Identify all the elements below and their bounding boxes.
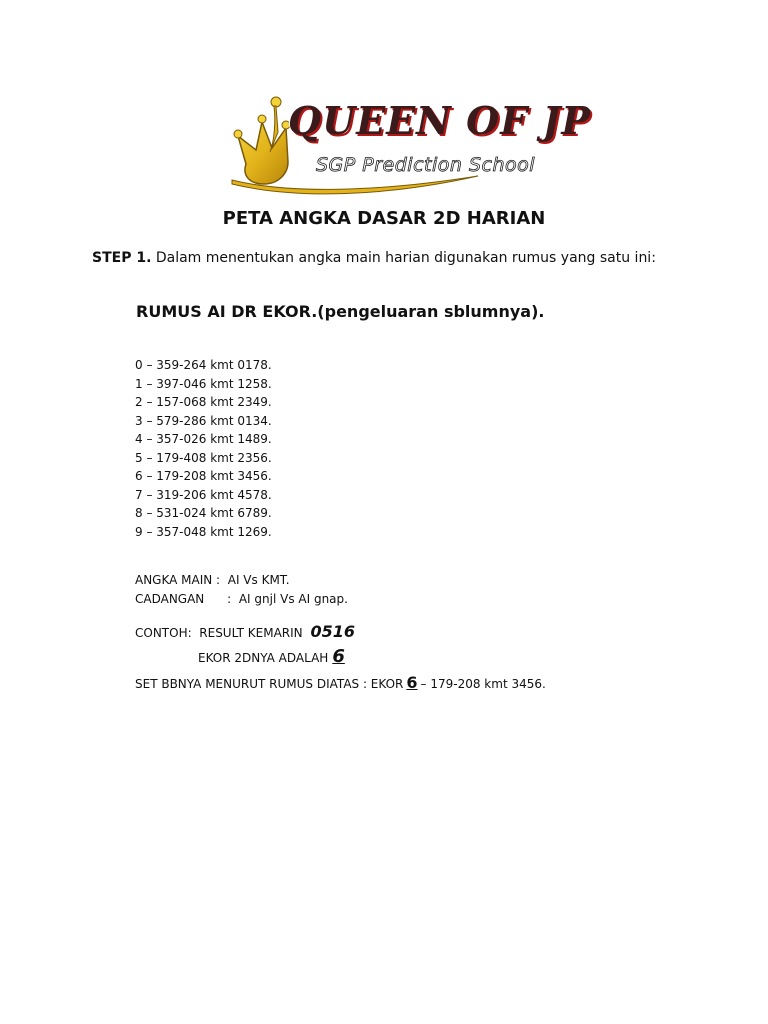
formula-item: 7 – 319-206 kmt 4578. <box>135 487 272 502</box>
document-title: PETA ANGKA DASAR 2D HARIAN <box>222 208 546 229</box>
formula-item: 6 – 179-208 kmt 3456. <box>135 469 272 483</box>
queen-of-jp-logo <box>228 92 591 202</box>
ekor-label: EKOR 2DNYA ADALAH <box>198 651 329 665</box>
rumus-heading: RUMUS AI DR EKOR.(pengeluaran sblumnya). <box>136 302 545 321</box>
formula-item: 9 – 357-048 kmt 1269. <box>135 524 272 539</box>
ekor-digit: 6 <box>332 646 345 667</box>
contoh-line <box>135 622 355 641</box>
step1-paragraph <box>92 249 682 268</box>
formula-item: 2 – 157-068 kmt 2349. <box>135 395 272 409</box>
angka-main-block <box>135 571 348 609</box>
formula-item: 1 – 397-046 kmt 1258. <box>135 376 272 391</box>
formula-list <box>135 356 272 541</box>
contoh-result: 0516 <box>310 622 355 641</box>
angka-main-line: ANGKA MAIN : AI Vs KMT. <box>135 573 290 587</box>
formula-item: 5 – 179-408 kmt 2356. <box>135 450 272 465</box>
formula-item: 4 – 357-026 kmt 1489. <box>135 432 272 446</box>
logo-tagline: SGP Prediction School <box>316 154 536 176</box>
contoh-label: CONTOH: RESULT KEMARIN <box>135 626 307 640</box>
formula-item: 3 – 579-286 kmt 0134. <box>135 413 272 428</box>
logo-wordmark: QUEEN OF JP <box>288 98 591 143</box>
set-digit: 6 <box>406 673 418 692</box>
step1-text: Dalam menentukan angka main harian digunakan rumus yang satu ini: <box>151 250 656 266</box>
set-prefix: SET BBNYA MENURUT RUMUS DIATAS : EKOR <box>135 677 404 691</box>
step1-label: STEP 1. <box>92 250 152 266</box>
formula-item: 0 – 359-264 kmt 0178. <box>135 358 272 372</box>
cadangan-line: CADANGAN : AI gnjl Vs AI gnap. <box>135 592 348 606</box>
ekor-line <box>198 646 345 667</box>
set-suffix: – 179-208 kmt 3456. <box>420 677 546 691</box>
formula-item: 8 – 531-024 kmt 6789. <box>135 506 272 520</box>
set-line <box>135 673 546 692</box>
